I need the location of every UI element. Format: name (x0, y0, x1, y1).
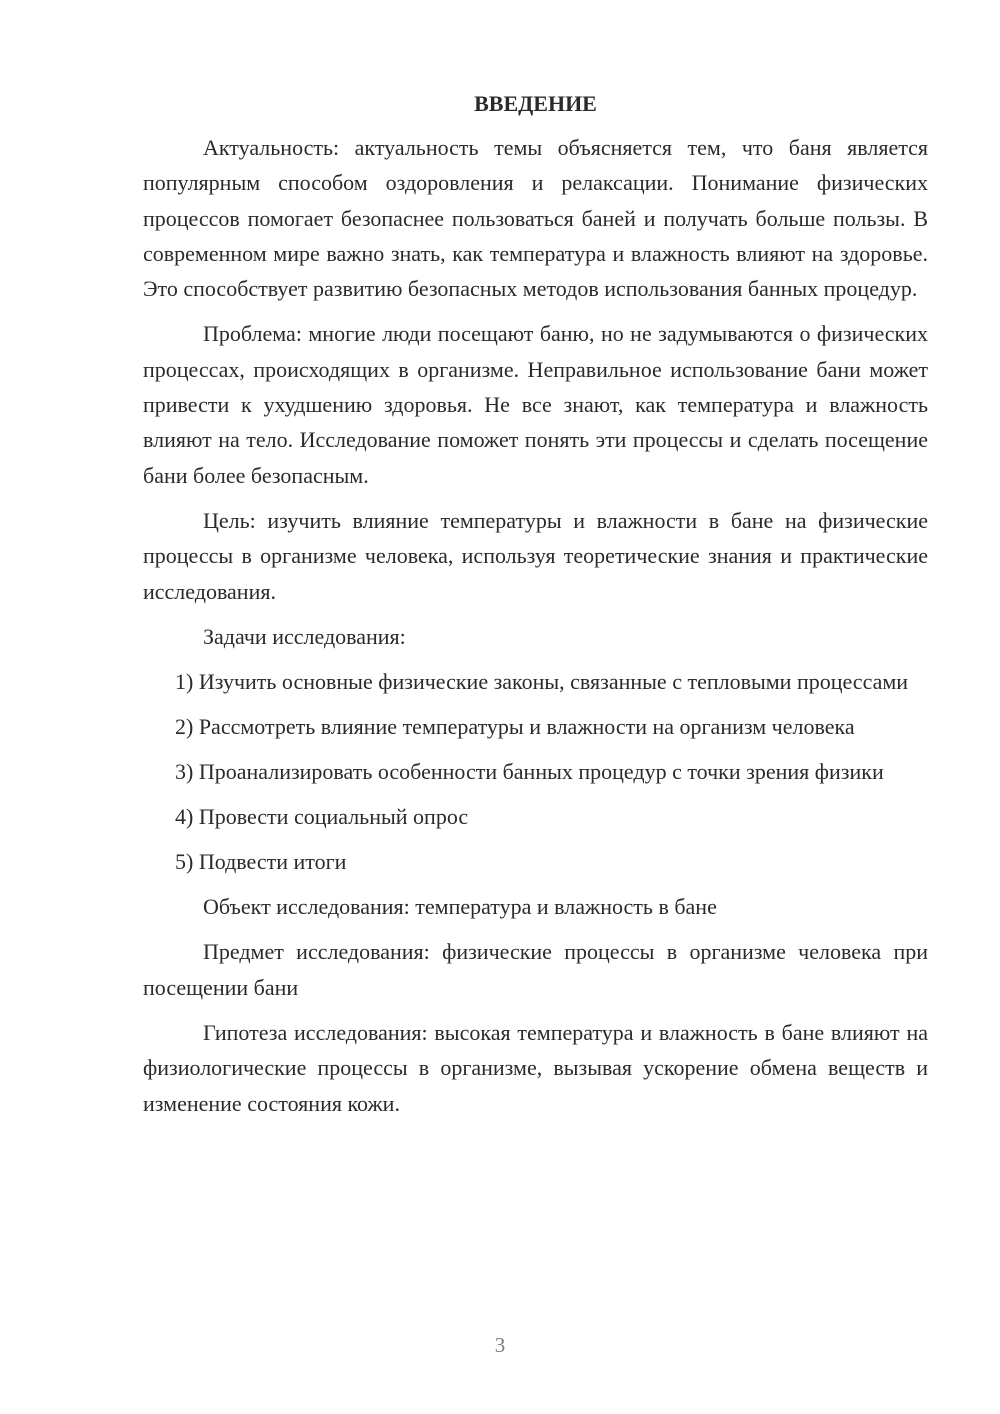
paragraph-subject: Предмет исследования: физические процессы в организме человека при посещении бани (143, 939, 928, 1000)
tasks-heading: Задачи исследования: (203, 623, 406, 649)
task-item-5: 5) Подвести итоги (175, 849, 347, 875)
task-item-3: 3) Проанализировать особенности банных процедур с точки зрения физики (175, 759, 884, 785)
page-title: ВВЕДЕНИЕ (474, 91, 597, 116)
paragraph-problem: Проблема: многие люди посещают баню, но не задумываются о физических процессах, происходящих в организме. Неправильное использование бани может привести к ухудшению здоровья. Не все знают, как температура и влажность влияют на тело. Исследование поможет понять эти процессы и сделать посещение бани более безопасным. (143, 321, 928, 488)
paragraph-relevance: Актуальность: актуальность темы объясняется тем, что баня является популярным способом оздоровления и релаксации. Понимание физических процессов помогает безопаснее пользоваться баней и получать больше пользы. В современном мире важно знать, как температура и влажность влияют на здоровье. Это способствует развитию безопасных методов использования банных процедур. (143, 135, 928, 302)
paragraph-object: Объект исследования: температура и влажность в бане (203, 894, 717, 920)
paragraph-hypothesis: Гипотеза исследования: высокая температура и влажность в бане влияют на физиологические процессы в организме, вызывая ускорение обмена веществ и изменение состояния кожи. (143, 1020, 928, 1116)
task-item-1: 1) Изучить основные физические законы, связанные с тепловыми процессами (175, 669, 909, 695)
page-number: 3 (494, 1333, 506, 1357)
document-page (143, 88, 928, 1121)
task-item-4: 4) Провести социальный опрос (175, 804, 469, 830)
paragraph-goal: Цель: изучить влияние температуры и влажности в бане на физические процессы в организме человека, используя теоретические знания и практические исследования. (143, 507, 928, 604)
task-item-2: 2) Рассмотреть влияние температуры и влажности на организм человека (175, 714, 855, 740)
